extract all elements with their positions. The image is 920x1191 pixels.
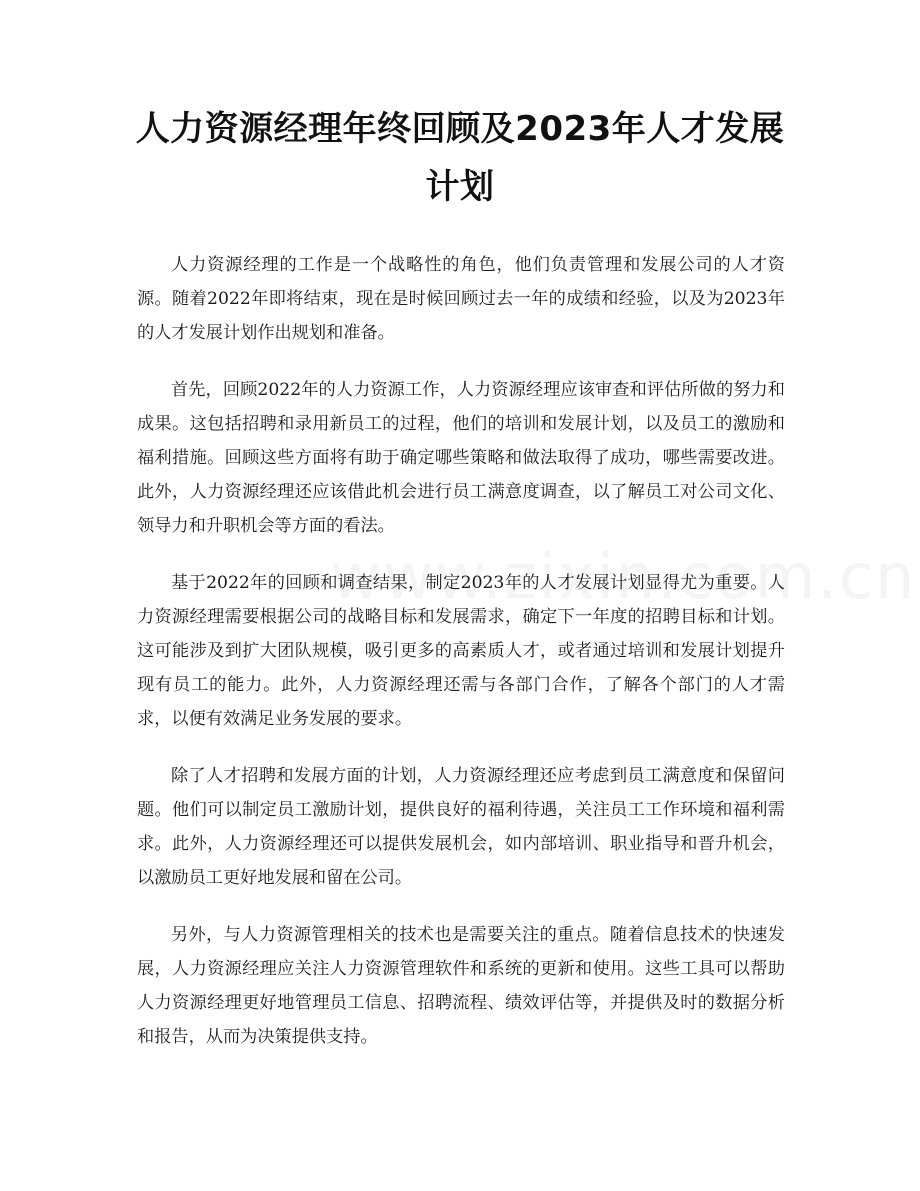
paragraph-5: 另外，与人力资源管理相关的技术也是需要关注的重点。随着信息技术的快速发展，人力资源经理应关注人力资源管理软件和系统的更新和使用。这些工具可以帮助人力资源经理更好地管理员工信息、招聘流程、绩效评估等，并提供及时的数据分析和报告，从而为决策提供支持。 [137, 925, 785, 1047]
paragraph-2: 首先，回顾2022年的人力资源工作，人力资源经理应该审查和评估所做的努力和成果。这包括招聘和录用新员工的过程，他们的培训和发展计划，以及员工的激励和福利措施。回顾这些方面将有助于确定哪些策略和做法取得了成功，哪些需要改进。此外，人力资源经理还应该借此机会进行员工满意度调查，以了解员工对公司文化、领导力和升职机会等方面的看法。 [137, 380, 785, 536]
paragraph-1: 人力资源经理的工作是一个战略性的角色，他们负责管理和发展公司的人才资源。随着2022年即将结束，现在是时候回顾过去一年的成绩和经验，以及为2023年的人才发展计划作出规划和准备。 [137, 255, 785, 343]
paragraph-4: 除了人才招聘和发展方面的计划，人力资源经理还应考虑到员工满意度和保留问题。他们可以制定员工激励计划，提供良好的福利待遇，关注员工工作环境和福利需求。此外，人力资源经理还可以提供发展机会，如内部培训、职业指导和晋升机会，以激励员工更好地发展和留在公司。 [137, 766, 785, 888]
document-title: 人力资源经理年终回顾及2023年人才发展计划 [135, 109, 785, 207]
paragraph-3: 基于2022年的回顾和调查结果，制定2023年的人才发展计划显得尤为重要。人力资源经理需要根据公司的战略目标和发展需求，确定下一年度的招聘目标和计划。这可能涉及到扩大团队规模，吸引更多的高素质人才，或者通过培训和发展计划提升现有员工的能力。此外，人力资源经理还需与各部门合作，了解各个部门的人才需求，以便有效满足业务发展的要求。 [137, 573, 785, 729]
document-body [137, 248, 785, 1077]
